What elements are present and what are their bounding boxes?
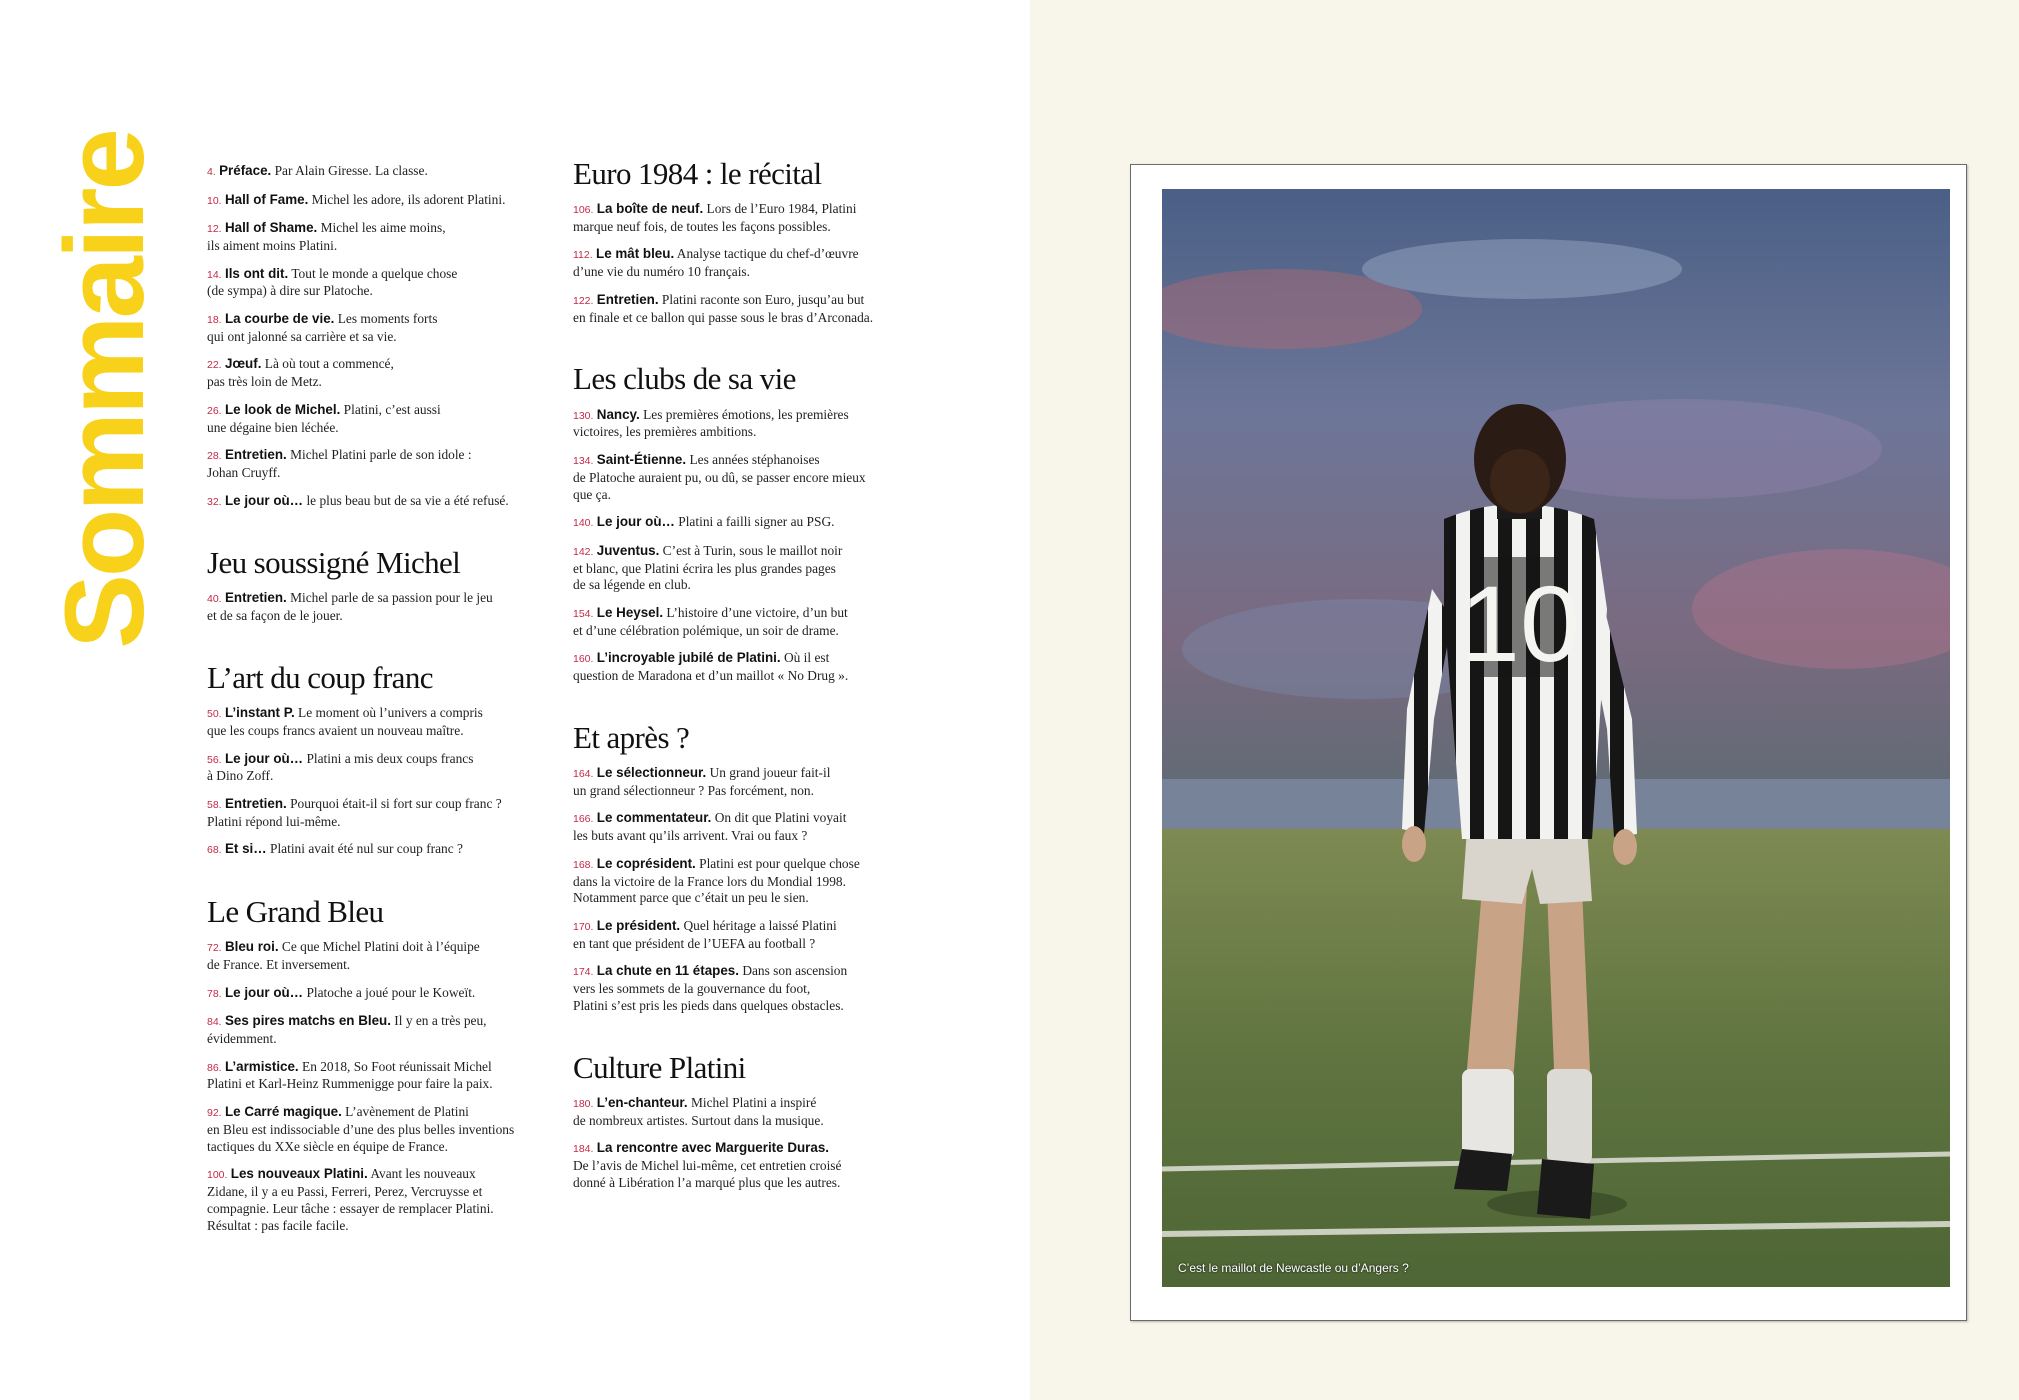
page-number: 12. bbox=[207, 223, 222, 236]
toc-entry[interactable] bbox=[207, 841, 552, 859]
entry-description: Un grand joueur fait-il un grand sélectionneur ? Pas forcément, non. bbox=[573, 765, 831, 798]
toc-entry[interactable] bbox=[573, 452, 918, 503]
toc-column-left bbox=[207, 163, 552, 1245]
entry-heading: Et si… bbox=[224, 841, 267, 857]
page-number: 100. bbox=[207, 1169, 228, 1182]
page-number: 68. bbox=[207, 844, 222, 857]
toc-entry[interactable] bbox=[207, 1104, 552, 1155]
entry-description: Michel les aime moins, ils aiment moins Platini. bbox=[207, 220, 446, 253]
toc-entry[interactable] bbox=[573, 543, 918, 594]
toc-section bbox=[207, 546, 552, 625]
page-number: 180. bbox=[573, 1097, 594, 1110]
entry-heading: Entretien. bbox=[224, 795, 287, 811]
toc-entry[interactable] bbox=[207, 447, 552, 482]
entry-description: C’est à Turin, sous le maillot noir et blanc, que Platini écrira les plus grandes pages de sa légende en club. bbox=[573, 542, 843, 593]
toc-entry[interactable] bbox=[207, 796, 552, 831]
toc-entry[interactable] bbox=[207, 1059, 552, 1094]
player-illustration bbox=[1162, 189, 1950, 1287]
entry-heading: Bleu roi. bbox=[224, 939, 279, 955]
page-number: 112. bbox=[573, 249, 593, 262]
entry-heading: Entretien. bbox=[224, 590, 287, 606]
page-number: 4. bbox=[207, 166, 216, 178]
section-title: Jeu soussigné Michel bbox=[207, 545, 461, 581]
entry-description: Analyse tactique du chef-d’œuvre d’une vie du numéro 10 français. bbox=[573, 246, 859, 280]
entry-heading: Le Heysel. bbox=[596, 604, 664, 620]
page-number: 28. bbox=[207, 450, 222, 463]
page-number: 92. bbox=[207, 1106, 222, 1119]
toc-entry[interactable] bbox=[207, 192, 552, 210]
entry-description: Le moment où l’univers a compris que les coups francs avaient un nouveau maître. bbox=[207, 705, 483, 738]
page-number: 84. bbox=[207, 1016, 222, 1029]
page-number: 50. bbox=[207, 708, 222, 721]
page-number: 170. bbox=[573, 920, 594, 933]
toc-entry[interactable] bbox=[207, 939, 552, 974]
photo-caption: C’est le maillot de Newcastle ou d’Angers ? bbox=[1178, 1261, 1409, 1275]
toc-section bbox=[573, 1051, 918, 1192]
entry-description: L’histoire d’une victoire, d’un but et d’une célébration polémique, un soir de drame. bbox=[573, 604, 848, 638]
page-number: 166. bbox=[573, 813, 594, 826]
entry-heading: Le commentateur. bbox=[596, 810, 712, 826]
entry-description: Par Alain Giresse. La classe. bbox=[274, 163, 428, 178]
entry-heading: L’en-chanteur. bbox=[596, 1094, 688, 1110]
page-number: 130. bbox=[573, 409, 594, 422]
page-number: 72. bbox=[207, 942, 222, 955]
entry-description: Platini est pour quelque chose dans la victoire de la France lors du Mondial 1998. Notamment parce que c’était un peu le sien. bbox=[573, 855, 860, 906]
toc-entry[interactable] bbox=[573, 650, 918, 685]
entry-description: Michel les adore, ils adorent Platini. bbox=[311, 191, 506, 207]
page-number: 184. bbox=[573, 1143, 594, 1156]
toc-entry[interactable] bbox=[573, 1140, 918, 1191]
toc-entry[interactable] bbox=[207, 1166, 552, 1234]
entry-description: Platini a mis deux coups francs à Dino Zoff. bbox=[207, 750, 474, 784]
entry-heading: Saint-Étienne. bbox=[596, 451, 687, 467]
toc-entry[interactable] bbox=[207, 356, 552, 391]
entry-heading: Le Carré magique. bbox=[224, 1103, 342, 1119]
entry-description: Il y en a très peu, évidemment. bbox=[207, 1013, 487, 1046]
entry-description: Michel Platini parle de son idole : Johan Cruyff. bbox=[207, 447, 472, 480]
entry-heading: Nancy. bbox=[596, 406, 640, 422]
toc-entry[interactable] bbox=[573, 292, 918, 327]
page-number: 106. bbox=[573, 204, 594, 217]
page-number: 164. bbox=[573, 768, 594, 780]
entry-heading: Le président. bbox=[596, 917, 681, 933]
player-photo bbox=[1162, 189, 1950, 1287]
entry-heading: Juventus. bbox=[596, 542, 660, 558]
page-number: 22. bbox=[207, 359, 222, 372]
entry-description: Ce que Michel Platini doit à l’équipe de France. Et inversement. bbox=[207, 939, 480, 972]
toc-section bbox=[573, 157, 918, 326]
entry-heading: La chute en 11 étapes. bbox=[596, 963, 739, 979]
page-number: 40. bbox=[207, 593, 222, 606]
entry-description: Où il est question de Maradona et d’un maillot « No Drug ». bbox=[573, 650, 849, 684]
entry-heading: Le jour où… bbox=[224, 984, 304, 1000]
shirt-number: 10 bbox=[1459, 563, 1581, 684]
entry-heading: Hall of Fame. bbox=[224, 191, 309, 207]
section-title: Culture Platini bbox=[573, 1049, 746, 1085]
entry-heading: Entretien. bbox=[596, 291, 659, 307]
toc-entry[interactable] bbox=[207, 311, 552, 346]
page-number: 78. bbox=[207, 987, 222, 1000]
section-title: L’art du coup franc bbox=[207, 660, 433, 696]
entry-heading: Ils ont dit. bbox=[224, 265, 289, 281]
entry-heading: Ses pires matchs en Bleu. bbox=[224, 1013, 391, 1029]
page-number: 142. bbox=[573, 545, 594, 558]
entry-description: De l’avis de Michel lui-même, cet entretien croisé donné à Libération l’a marqué plus que les autres. bbox=[573, 1158, 842, 1190]
entry-heading: Le coprésident. bbox=[596, 855, 696, 871]
page-number: 122. bbox=[573, 294, 594, 307]
section-title: Euro 1984 : le récital bbox=[573, 156, 822, 191]
entry-description: Quel héritage a laissé Platini en tant que président de l’UEFA au football ? bbox=[573, 917, 837, 951]
entry-heading: Le jour où… bbox=[224, 492, 304, 508]
entry-description: Les moments forts qui ont jalonné sa carrière et sa vie. bbox=[207, 310, 438, 344]
photo-frame bbox=[1130, 164, 1967, 1321]
sommaire-title-text: Sommaire bbox=[42, 131, 168, 649]
section-title: Le Grand Bleu bbox=[207, 894, 384, 930]
toc-entry[interactable] bbox=[573, 810, 918, 845]
entry-description: Tout le monde a quelque chose (de sympa) à dire sur Platoche. bbox=[207, 265, 458, 299]
entry-heading: Le jour où… bbox=[596, 514, 675, 530]
page-number: 140. bbox=[573, 517, 594, 530]
entry-description: Avant les nouveaux Zidane, il y a eu Passi, Ferreri, Perez, Vercruysse et compagnie. Leur tâche : essayer de remplacer Platini. Résultat : pas facile facile. bbox=[207, 1166, 494, 1233]
page-number: 10. bbox=[207, 194, 222, 207]
page-number: 160. bbox=[573, 653, 594, 666]
toc-entry[interactable] bbox=[573, 246, 918, 281]
entry-heading: L’incroyable jubilé de Platini. bbox=[596, 650, 781, 666]
toc-entry[interactable] bbox=[573, 765, 918, 800]
page-number: 18. bbox=[207, 313, 222, 326]
toc-entry[interactable] bbox=[207, 163, 552, 181]
entry-heading: Le sélectionneur. bbox=[596, 765, 707, 780]
entry-heading: La courbe de vie. bbox=[224, 310, 335, 326]
entry-heading: Hall of Shame. bbox=[224, 220, 318, 236]
toc-section bbox=[573, 362, 918, 684]
entry-description: Platini, c’est aussi une dégaine bien léchée. bbox=[207, 401, 441, 435]
entry-description: L’avènement de Platini en Bleu est indissociable d’une des plus belles inventions tactiques du XXe siècle en équipe de France. bbox=[207, 1103, 515, 1154]
entry-description: Dans son ascension vers les sommets de la gouvernance du foot, Platini s’est pris les pieds dans quelques obstacles. bbox=[573, 963, 848, 1013]
toc-section bbox=[207, 661, 552, 859]
entry-description: Platoche a joué pour le Koweït. bbox=[306, 984, 476, 1000]
toc-entry[interactable] bbox=[207, 705, 552, 740]
toc-entry[interactable] bbox=[207, 220, 552, 255]
toc-entry[interactable] bbox=[573, 918, 918, 953]
page-number: 134. bbox=[573, 454, 594, 467]
page-number: 168. bbox=[573, 858, 594, 871]
entry-description: Platini avait été nul sur coup franc ? bbox=[270, 841, 463, 857]
entry-heading: La boîte de neuf. bbox=[596, 201, 704, 217]
sommaire-title bbox=[42, 131, 168, 649]
toc-entry[interactable] bbox=[573, 963, 918, 1014]
section-title: Et après ? bbox=[573, 719, 690, 755]
entry-heading: Jœuf. bbox=[224, 356, 262, 372]
toc-section bbox=[207, 163, 552, 510]
toc-entry[interactable] bbox=[207, 751, 552, 786]
toc-section bbox=[573, 721, 918, 1015]
entry-heading: Préface. bbox=[219, 163, 272, 178]
toc-entry[interactable] bbox=[207, 266, 552, 301]
toc-entry[interactable] bbox=[573, 1095, 918, 1130]
page-number: 26. bbox=[207, 404, 222, 417]
toc-section bbox=[207, 895, 552, 1234]
toc-entry[interactable] bbox=[573, 514, 918, 532]
entry-heading: L’instant P. bbox=[224, 705, 295, 721]
entry-description: le plus beau but de sa vie a été refusé. bbox=[306, 492, 509, 508]
toc-column-right bbox=[573, 156, 918, 1202]
toc-entry[interactable] bbox=[207, 590, 552, 625]
section-title: Les clubs de sa vie bbox=[573, 361, 796, 397]
entry-description: Platini raconte son Euro, jusqu’au but en finale et ce ballon qui passe sous le bras d’Arconada. bbox=[573, 291, 874, 325]
entry-description: En 2018, So Foot réunissait Michel Platini et Karl-Heinz Rummenigge pour faire la paix. bbox=[207, 1058, 493, 1092]
page-number: 56. bbox=[207, 753, 222, 766]
entry-heading: Le mât bleu. bbox=[596, 246, 675, 262]
entry-heading: Le jour où… bbox=[224, 750, 304, 766]
entry-heading: Le look de Michel. bbox=[224, 401, 341, 417]
entry-description: Les années stéphanoises de Platoche auraient pu, ou dû, se passer encore mieux que ça. bbox=[573, 451, 866, 502]
entry-heading: Les nouveaux Platini. bbox=[230, 1166, 368, 1182]
toc-entry[interactable] bbox=[207, 985, 552, 1003]
entry-description: Lors de l’Euro 1984, Platini marque neuf fois, de toutes les façons possibles. bbox=[573, 201, 857, 234]
entry-description: Michel parle de sa passion pour le jeu et de sa façon de le jouer. bbox=[207, 590, 493, 624]
toc-entry[interactable] bbox=[573, 605, 918, 640]
toc-entry[interactable] bbox=[207, 402, 552, 437]
page-number: 154. bbox=[573, 607, 594, 620]
entry-heading: La rencontre avec Marguerite Duras. bbox=[596, 1140, 829, 1156]
toc-entry[interactable] bbox=[207, 1013, 552, 1048]
toc-entry[interactable] bbox=[573, 856, 918, 907]
toc-entry[interactable] bbox=[207, 493, 552, 511]
entry-heading: L’armistice. bbox=[224, 1058, 299, 1074]
page-number: 32. bbox=[207, 495, 222, 508]
page-number: 86. bbox=[207, 1061, 222, 1074]
page-number: 14. bbox=[207, 268, 222, 281]
entry-description: On dit que Platini voyait les buts avant qu’ils arrivent. Vrai ou faux ? bbox=[573, 810, 847, 844]
page-number: 58. bbox=[207, 798, 222, 811]
toc-entry[interactable] bbox=[573, 201, 918, 236]
page-number: 174. bbox=[573, 966, 594, 979]
entry-description: Michel Platini a inspiré de nombreux artistes. Surtout dans la musique. bbox=[573, 1094, 824, 1128]
entry-description: Pourquoi était-il si fort sur coup franc ? Platini répond lui-même. bbox=[207, 795, 502, 829]
entry-description: Là où tout a commencé, pas très loin de Metz. bbox=[207, 356, 394, 390]
entry-description: Les premières émotions, les premières victoires, les premières ambitions. bbox=[573, 406, 849, 440]
toc-entry[interactable] bbox=[573, 407, 918, 442]
entry-description: Platini a failli signer au PSG. bbox=[678, 514, 835, 530]
entry-heading: Entretien. bbox=[224, 447, 287, 463]
